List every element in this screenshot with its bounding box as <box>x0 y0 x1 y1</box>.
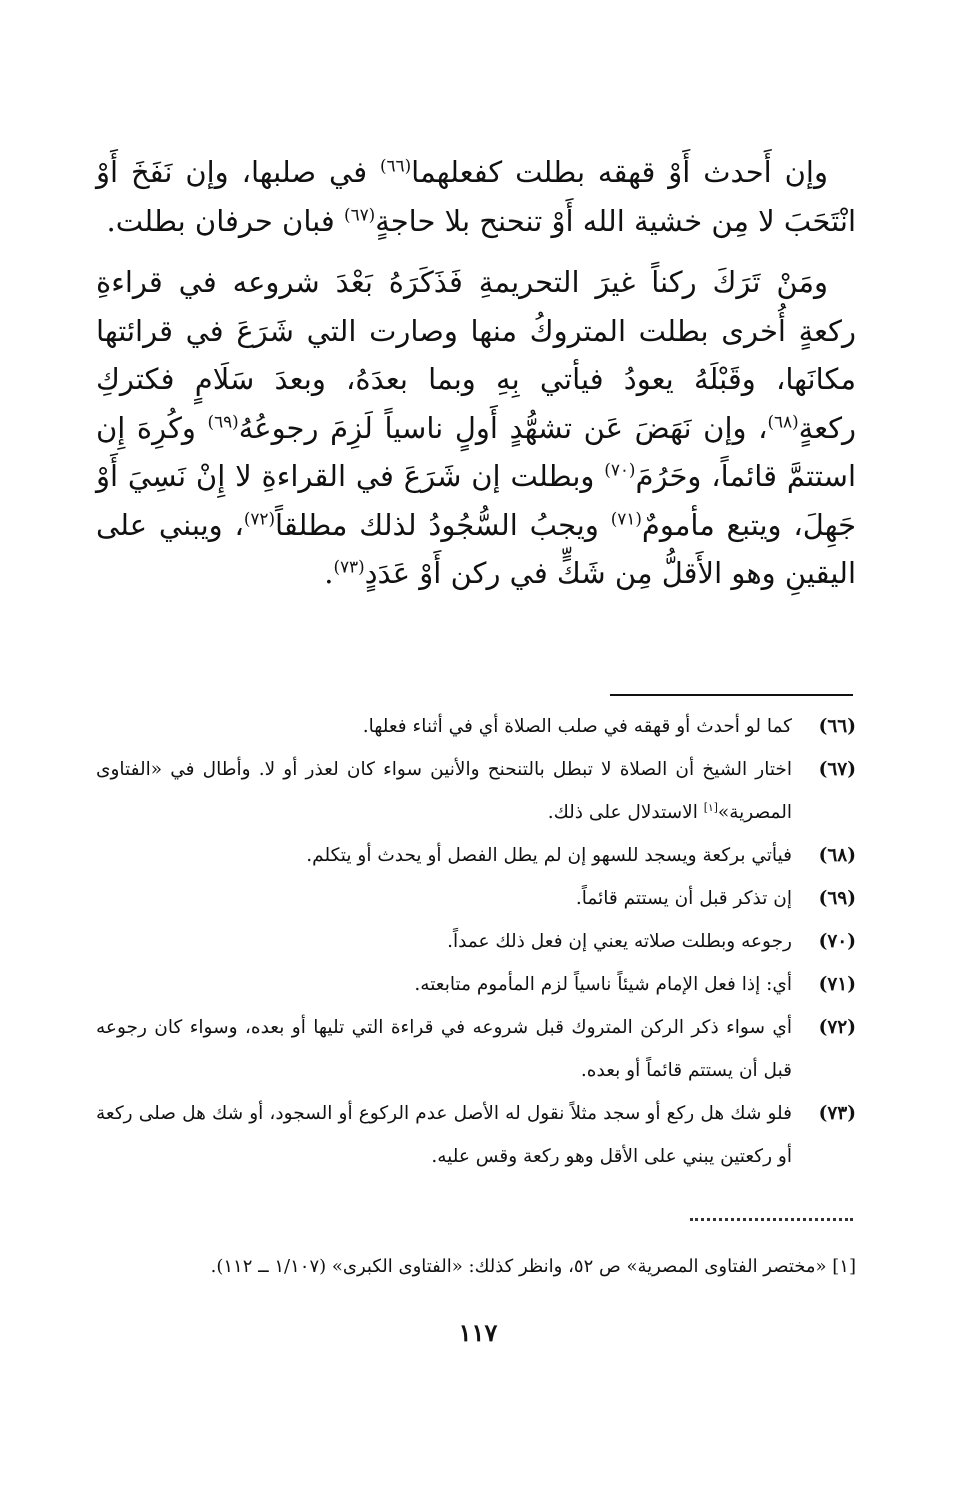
footnote-text: فيأتي بركعة ويسجد للسهو إن لم يطل الفصل أو يحدث أو يتكلم. <box>306 845 792 866</box>
page-number: ١١٧ <box>458 1318 498 1347</box>
footnote-67 <box>96 748 856 834</box>
text-run: ومَنْ تَرَكَ ركناً غيرَ التحريمةِ فَذَكَرَهُ بَعْدَ شروعه في قراءةِ ركعةٍ أُخرى بطلت المتروكُ منها وصارت التي شَرَعَ في قرائتها مكانَها، وقَبْلَهُ يعودُ فيأتي بِهِ وبما بعدَهُ، وبعدَ سَلَامٍ فكتركِ ركعةٍ <box>96 265 857 445</box>
footnote-number: (٧٢) <box>818 1017 856 1038</box>
text-run: ويجبُ السُّجُودُ لذلك مطلقاً <box>275 507 611 542</box>
footnote-number: (٦٦) <box>818 716 856 737</box>
footnote-text: أي سواء ذكر الركن المتروك قبل شروعه في قراءة التي تليها أو بعده، وسواء كان رجوعه قبل أن يستتم قائماً أو بعده. <box>96 1017 792 1081</box>
footnote-marker: (٧٢) <box>243 507 276 528</box>
text-run: وبطلت إن شَرَعَ في القراءةِ لا إِنْ نَسِيَ أَوْ جَهِلَ، ويتبع مأمومٌ <box>96 459 856 542</box>
footnote-number: (٦٩) <box>818 888 856 909</box>
footnote-text: أي: إذا فعل الإمام شيئاً ناسياً لزم المأموم متابعته. <box>414 974 792 995</box>
footnote-text: فلو شك هل ركع أو سجد مثلاً نقول له الأصل عدم الركوع أو السجود، أو شك هل صلى ركعة أو ركعتين يبني على الأقل وهو ركعة وقس عليه. <box>96 1103 792 1167</box>
footnote-73 <box>96 1092 856 1178</box>
footnote-number: (٧١) <box>818 974 856 995</box>
footnote-marker: (٦٦) <box>379 155 412 176</box>
text-run: في صلبها، وإن نَفَخَ أَوْ انْتَحَبَ لا مِن خشية الله أَوْ تنحنح بلا حاجةٍ <box>96 155 856 238</box>
dotted-separator <box>690 1218 853 1221</box>
footnote-marker: (٧٣) <box>333 556 365 577</box>
footnote-68 <box>96 834 856 877</box>
footnote-72 <box>96 1006 856 1092</box>
footnote-text: الاستدلال على ذلك. <box>547 802 704 823</box>
reference-marker: [١] <box>703 800 718 814</box>
footnote-marker: (٦٧) <box>344 203 376 224</box>
footnote-marker: (٦٩) <box>207 410 239 431</box>
footnote-number: (٦٨) <box>818 845 856 866</box>
footnote-70 <box>96 920 856 963</box>
footnote-number: (٦٧) <box>818 759 856 780</box>
footnotes <box>96 705 856 1178</box>
footnote-text: إن تذكر قبل أن يستتم قائماً. <box>575 888 792 909</box>
footnote-separator <box>610 694 853 696</box>
text-run: وكُرِهَ إِن استتمَّ قائماً، وحَرُمَ <box>96 410 857 493</box>
reference-note: [١] «مختصر الفتاوى المصرية» ص ٥٢، وانظر كذلك: «الفتاوى الكبرى» (١/١٠٧ ــ ١١٢). <box>210 1256 856 1277</box>
text-run: ، وإن نَهَضَ عَن تشهُّدٍ أَولٍ ناسياً لَزِمَ رجوعُهُ <box>238 410 768 445</box>
footnote-text: رجوعه وبطلت صلاته يعني إن فعل ذلك عمداً. <box>447 931 792 952</box>
paragraph-2 <box>96 258 856 598</box>
text-run: ، ويبني على اليقينِ وهو الأَقلُّ مِن شَكٍّ في ركن أَوْ عَدَدٍ <box>96 507 856 590</box>
footnote-marker: (٧١) <box>610 507 642 528</box>
footnote-text: كما لو أحدث أو قهقه في صلب الصلاة أي في أثناء فعلها. <box>362 716 792 737</box>
footnote-number: (٧٠) <box>818 931 856 952</box>
footnote-text: اختار الشيخ أن الصلاة لا تبطل بالتنحنح والأنين سواء كان لعذر أو لا. وأطال في «الفتاوى المصرية» <box>96 759 792 823</box>
footnote-69 <box>96 877 856 920</box>
footnote-66 <box>96 705 856 748</box>
footnote-71 <box>96 963 856 1006</box>
footnote-marker: (٧٠) <box>604 459 636 480</box>
footnote-marker: (٦٨) <box>767 410 799 431</box>
paragraph-1 <box>96 148 856 245</box>
text-run: . <box>324 556 334 590</box>
footnote-number: (٧٣) <box>818 1103 856 1124</box>
text-run: فبان حرفان بطلت. <box>106 203 345 238</box>
main-text <box>96 148 856 611</box>
text-run: وإن أَحدث أَوْ قهقه بطلت كفعلهما <box>411 155 828 189</box>
